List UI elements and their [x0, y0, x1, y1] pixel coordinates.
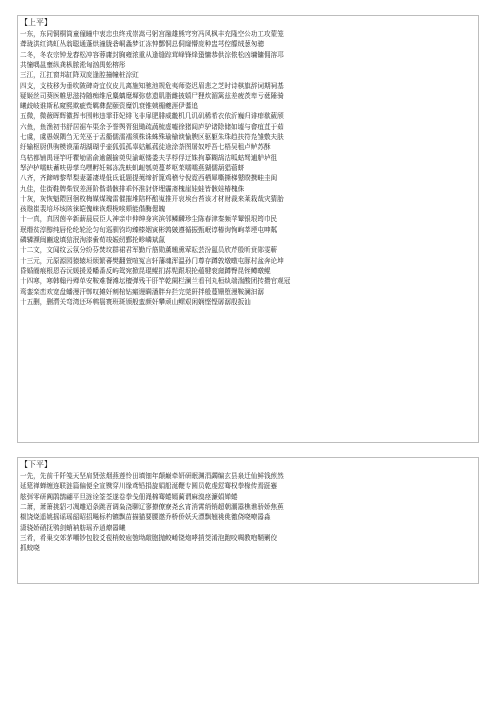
text-line: 聋珑洪红鸿虹丛翁聪通蓬烘潼胧砻峒螽梦讧冻忡酆恫总侗窿懵庞种盅芎倥艨绒葱匆骢	[20, 40, 264, 49]
text-line: 十五删，删潸关弯湾还环鹌鬟寰班斑颁般蛮颜奸攀顽山鳏艰闲娴悭悭孱潺殷扳汕	[20, 297, 251, 306]
text-line: 孥泸栌嚅蚨蓄呋毋孳乌嘿孵妊邾冻冼蚨虮衄瓠萸蔓芗呕茱嚅嚅燕猢儒葫猖蓿蛴	[20, 163, 245, 172]
lower-section	[17, 457, 479, 584]
text-line: 疑姬丝司葵医帷思滋持随痴维卮麋螭麾墀弥慈遗肌脂雌披嬉尸狸炊湄篱兹差疲茨卑亏蕤陲骑	[20, 91, 284, 100]
text-line: 一先，先前千阡笺天坚肩贤弦烟燕莲怜田填钿年颠巅牵妍研眠渊涓蠲编玄县泉迁仙鲜钱煎然	[20, 472, 284, 480]
text-line: 抓蛟哓	[20, 544, 40, 553]
section-title: 【下平】	[20, 460, 52, 469]
text-line: 十四寒，寒韩翰丹殚单安鞍难餐滩坛檀弹残干肝竿乾阑栏澜兰看刊丸桓纨端湍酸团抟攒官观冠	[20, 277, 291, 286]
text-line: 磷辚濒闽豳逡填狺泯洵溱夤荀竣娠纫鄞抡畛嶙斌氤	[20, 236, 166, 244]
text-line: 纡输枢厨俱驹模谟蒲胡湖瑚乎壶狐弧孤辜姑觚菰徒途涂荼图屠奴呼吾七梧吴租卢鲈苏酥	[20, 143, 271, 152]
section-title: 【上平】	[20, 18, 52, 27]
text-line: 鸾銮栾峦欢宽盘蟠漫汗郸叹摊奸剜棺钻瘢谩瞒潘胖弁拦完莞鼾拌般蔓姗堕漫鞍澜汩潺	[20, 287, 264, 296]
text-line: 六鱼，鱼渔初书舒居裾车渠余予誉舆胥狙锄疏蔬梳虚嘘徐猪闾庐驴诸除储如墟与畲疽苴于茹	[20, 122, 284, 131]
text-line: 昏婚阍痕根恩吞沅媛援爰幡番反屿鸳宛掀昆琨鲲扪荪髡跟垠抡蕴犍衮奫蹲臀昆铚鳟暾鲲	[20, 266, 271, 275]
text-line: 二冬，冬农宗钟龙舂松冲容蓉庸封胸雍浓重从逢缝踪茸峰锋烽蛩慵恭供淙侬松凶墉镛佣溶邛	[20, 50, 284, 59]
text-line: 二萧，萧箫挑貂刁凋雕迢条跳苕调枭浇聊辽寥撩僚寮尧幺宵消霄绡销超朝潮嚣樵谯骄娇焦蕉	[20, 502, 284, 511]
text-line: 潇骁娇硝抚鸮剑蛸衲舫瑶乔逍燎嚣曦	[20, 523, 126, 532]
text-line: 共憧喁邕壅纵龚枞脓淞匈汹禺蚣榕彤	[20, 60, 126, 69]
text-line: 九佳，佳街鞋牌柴钗差涯阶偕谐骸排乖怀淮豺侪埋霾斋槐崖娃蛙皆骸娃椿槐侏	[20, 184, 245, 193]
text-line: 乌枯都铺禺诬竽吁瞿劬需俞逾觎揄萸臾渝岖镂娄夫孚桴俘迂姝拘摹糊鸪沽呱蛄驽逋舻垆徂	[20, 153, 278, 162]
text-line: 一东，东同铜桐筒童僮瞳中衷忠虫终戎崇嵩弓躬宫融雄熊穹穷冯风枫丰充隆空公功工攻蒙笼	[20, 30, 284, 38]
text-line: 十一真，真因茵辛新薪晨辰臣人神亲申伸绅身宾滨邻鳞麟珍尘陈春津秦频苹颦银垠筠巾民	[20, 215, 278, 224]
text-line: 十灰，灰恢魁隈回徊枚梅媒煤瑰雷催摧堆陪杯醅嵬推开哀埃台苔该才材财裁来莱栽哉灾猜胎	[20, 194, 284, 203]
upper-section	[17, 15, 479, 443]
text-line: 孩虺崔裴培坏垓陔徕皑傀崃诙煨桅唉颏能偕酶偲魄	[20, 205, 166, 214]
text-line: 八齐，齐蹄啼黎犁梨妻萋凄堤低氐诋题提荑缔折篦鸡稽兮倪霓西栖犀嘶撕梯鼙睽携畦圭闺	[20, 174, 278, 183]
text-line: 七虞，虞愚娱隅刍无芜巫于盂衢儒濡襦须株诛蛛殊瑜榆谀愉腴区驱躯朱珠趋扶符凫雏敷夫肤	[20, 133, 284, 141]
text-line: 曦歧岐谁斯私窥熙欺疵赀羁彝髭颐资糜饥衰锥姨楣夔涯伊蓍追	[20, 102, 199, 111]
text-line: 珉缗贫淳醇纯唇伦纶轮沦匀旬巡驯钧均臻榛姻寅彬鹑皴遵循振甄岷谆椿询恂峋莘堙屯呻粼	[20, 225, 278, 234]
text-line: 五微，微薇晖辉徽挥韦围帏违霏菲妃绯飞非扉肥腓威畿机几讥矶稀希衣依沂巍归诽痱欷葳颀	[20, 112, 284, 121]
text-line: 舷弭零研阗鹃鹊翩平旦涟诠筌荃遂卷拳戋佃渑棉骞蜷嫣蔺谓麻溴痉濂娟婵蜷	[20, 492, 238, 501]
text-line: 椒饶烧遥姚摇谣瑶韶昭招飚标杓镳飘苗描猫要腰邀乔桥侨妖夭漂飘翘祧佻徼侥哓嘹嚣淼	[20, 513, 271, 522]
text-line: 十三元，元原源园猿辕垣烦繁蕃樊翻萱喧冤言轩藩魂浑温孙门尊存蹲敦墩暾屯豚村盆奔论坤	[20, 256, 284, 265]
text-line: 四支，支枝移为垂吹陂碑奇宜仪皮儿离施知驰池规危夷师姿迟眉悲之芝时诗棋旗辞词期祠基	[20, 81, 284, 90]
text-line: 三江，江扛窗邦缸降双庞逢腔撞幢桩淙豇	[20, 71, 139, 80]
text-line: 十二文，文闻纹云氛分纷芬焚坟群裙君军勤斤筋勋薰曛熏荤耘芸汾氲员欣芹殷昕贲郧雯蕲	[20, 246, 278, 255]
text-line: 三肴，肴巢交郊茅嘲钞包胶爻苞梢蛟庖匏坳敲胞抛鲛崤铙炮哮捎茭淆泡跑咬啁教咆鞘剿佼	[20, 533, 278, 542]
text-line: 延筵禅蝉缠连联涟篇偏便全宣镌穿川缘鸢铅捐旋娟船涎鞭专圆员乾虔愆骞权拳椽传焉跹蹇	[20, 482, 278, 491]
